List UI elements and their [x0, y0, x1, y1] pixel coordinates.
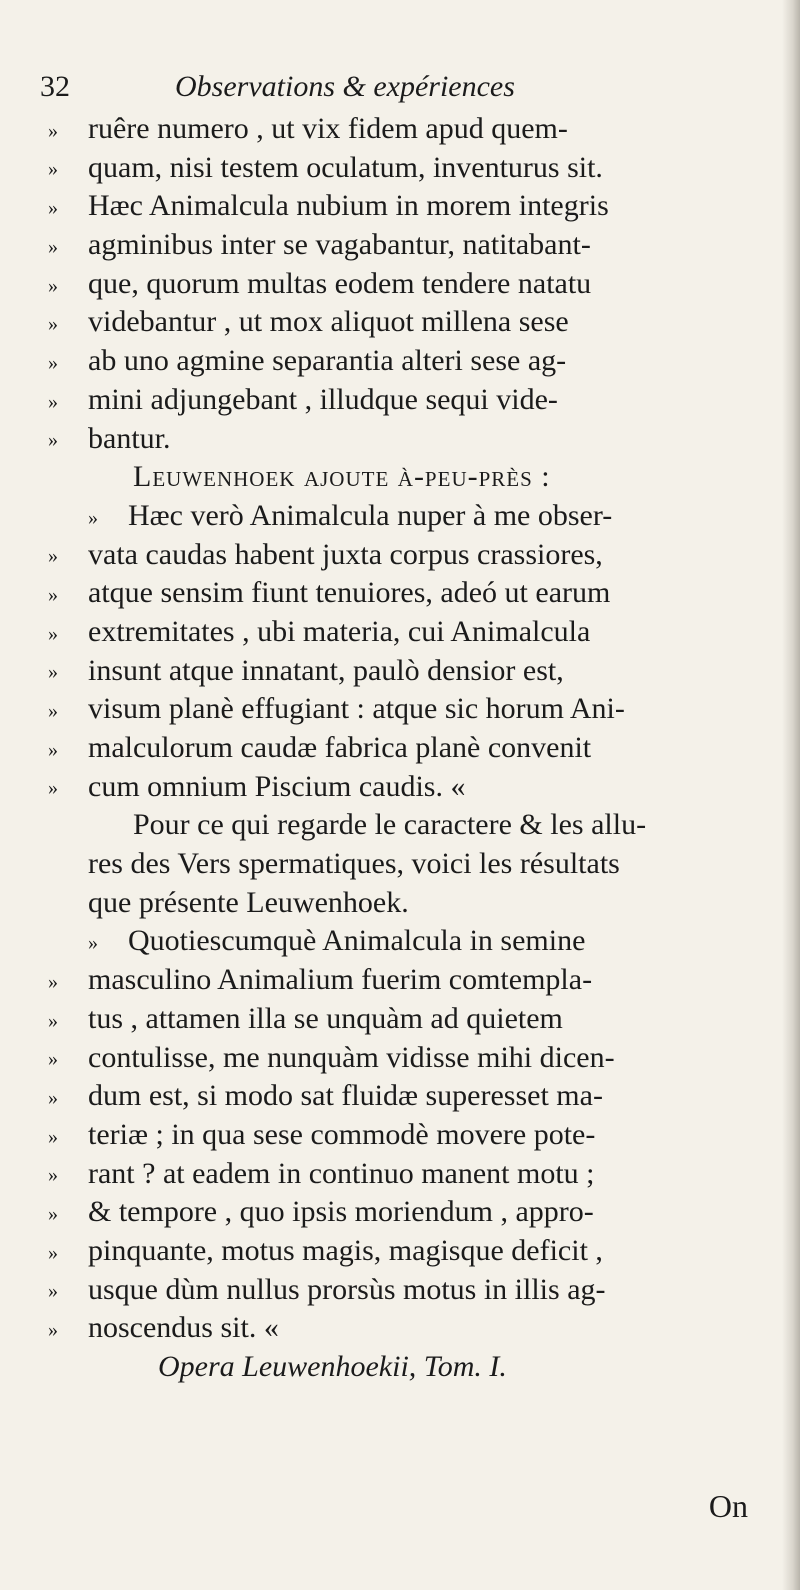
- line-text: Hæc Animalcula nubium in morem integris: [88, 189, 609, 223]
- line-text: res des Vers spermatiques, voici les résultats: [88, 847, 620, 881]
- quote-mark: »: [48, 1009, 58, 1032]
- text-line: [48, 497, 748, 536]
- line-text: Opera Leuwenhoekii, Tom. I.: [158, 1350, 507, 1383]
- line-text: Hæc verò Animalcula nuper à me obser-: [128, 498, 613, 532]
- text-line: [48, 806, 748, 845]
- text-line: [48, 574, 748, 613]
- quote-mark: »: [48, 235, 58, 258]
- line-text: ruêre numero , ut vix fidem apud quem-: [88, 112, 568, 145]
- line-text: vata caudas habent juxta corpus crassiores,: [88, 537, 603, 571]
- quote-mark: »: [88, 932, 98, 955]
- quote-mark: »: [88, 506, 98, 529]
- quote-mark: »: [48, 390, 58, 413]
- text-line: [48, 729, 748, 768]
- quote-mark: »: [48, 1086, 58, 1109]
- line-text: masculino Animalium fuerim comtempla-: [88, 963, 593, 997]
- text-line: [48, 342, 748, 381]
- quote-mark: »: [48, 1280, 58, 1303]
- text-line: [48, 1309, 748, 1348]
- quote-mark: »: [48, 738, 58, 761]
- text-line: [48, 1193, 748, 1232]
- line-text: quam, nisi testem oculatum, inventurus sit.: [88, 150, 603, 184]
- line-text: insunt atque innatant, paulò densior est,: [88, 653, 564, 687]
- quote-mark: »: [48, 777, 58, 800]
- line-text: visum planè effugiant : atque sic horum Ani-: [88, 692, 625, 726]
- line-text: pinquante, motus magis, magisque deficit ,: [88, 1233, 603, 1267]
- quote-mark: »: [48, 545, 58, 568]
- text-line: [48, 536, 748, 575]
- line-text: que, quorum multas eodem tendere natatu: [88, 266, 592, 300]
- quote-mark: »: [48, 158, 58, 181]
- line-text: dum est, si modo sat fluidæ superesset ma-: [88, 1079, 603, 1113]
- line-text: usque dùm nullus prorsùs motus in illis ag-: [88, 1272, 606, 1306]
- text-line: [48, 187, 748, 226]
- line-text: agminibus inter se vagabantur, natitabant-: [88, 228, 591, 262]
- text-line: [48, 265, 748, 304]
- quote-mark: »: [48, 313, 58, 336]
- line-text: ab uno agmine separantia alteri sese ag-: [88, 344, 567, 378]
- line-text: bantur.: [88, 421, 171, 455]
- text-line: [48, 1271, 748, 1310]
- line-text: contulisse, me nunquàm vidisse mihi dicen-: [88, 1040, 615, 1074]
- quote-mark: »: [48, 700, 58, 723]
- quote-mark: »: [48, 197, 58, 220]
- quote-mark: »: [48, 429, 58, 452]
- running-title: Observations & expériences: [175, 70, 515, 103]
- line-text: tus , attamen illa se unquàm ad quietem: [88, 1001, 563, 1035]
- text-line: [48, 1116, 748, 1155]
- quote-mark: »: [48, 1319, 58, 1342]
- line-text: mini adjungebant , illudque sequi vide-: [88, 382, 558, 416]
- quote-mark: »: [48, 661, 58, 684]
- quote-mark: »: [48, 119, 58, 142]
- text-line: [48, 613, 748, 652]
- quote-mark: »: [48, 622, 58, 645]
- text-line: [48, 1155, 748, 1194]
- text-line: [48, 1232, 748, 1271]
- quote-mark: »: [48, 351, 58, 374]
- quote-mark: »: [48, 1125, 58, 1148]
- running-header: [40, 70, 600, 110]
- text-line: [48, 961, 748, 1000]
- quote-mark: »: [48, 1164, 58, 1187]
- quote-mark: »: [48, 970, 58, 993]
- quote-mark: »: [48, 1048, 58, 1071]
- text-line: [48, 768, 748, 807]
- line-text: noscendus sit. «: [88, 1311, 279, 1345]
- line-text: & tempore , quo ipsis moriendum , appro-: [88, 1195, 594, 1229]
- catchword: On: [708, 1488, 748, 1524]
- text-line: [48, 226, 748, 265]
- quote-mark: »: [48, 274, 58, 297]
- quote-mark: »: [48, 1203, 58, 1225]
- line-text: Pour ce qui regarde le caractere & les allu-: [133, 808, 647, 842]
- line-text: atque sensim fiunt tenuiores, adeó ut earum: [88, 576, 611, 610]
- text-line: [48, 1348, 748, 1387]
- text-line: [48, 110, 748, 149]
- text-line: [48, 690, 748, 729]
- line-text: malculorum caudæ fabrica planè convenit: [88, 731, 592, 764]
- line-text: Quotiescumquè Animalcula in semine: [128, 924, 586, 958]
- text-line: [48, 149, 748, 188]
- text-line: [48, 922, 748, 961]
- text-line: [48, 381, 748, 420]
- text-line: [48, 884, 748, 923]
- line-text: rant ? at eadem in continuo manent motu ;: [88, 1156, 595, 1190]
- text-line: [48, 420, 748, 459]
- text-line: [48, 1000, 748, 1039]
- quote-mark: »: [48, 584, 58, 606]
- line-text: que présente Leuwenhoek.: [88, 885, 409, 919]
- quote-mark: »: [48, 1241, 58, 1264]
- text-line: [48, 1077, 748, 1116]
- line-text: videbantur , ut mox aliquot millena sese: [88, 305, 569, 339]
- text-line: [48, 303, 748, 342]
- page-number: 32: [40, 70, 70, 103]
- page-gutter-shadow: [782, 0, 800, 1590]
- line-text: Leuwenhoek ajoute à-peu-près :: [133, 460, 551, 494]
- text-line: [48, 1039, 748, 1078]
- line-text: cum omnium Piscium caudis. «: [88, 769, 466, 803]
- text-line: [48, 458, 748, 497]
- body-text: [48, 110, 748, 1387]
- line-text: teriæ ; in qua sese commodè movere pote-: [88, 1117, 596, 1151]
- text-line: [48, 652, 748, 691]
- text-line: [48, 845, 748, 884]
- line-text: extremitates , ubi materia, cui Animalcula: [88, 614, 591, 648]
